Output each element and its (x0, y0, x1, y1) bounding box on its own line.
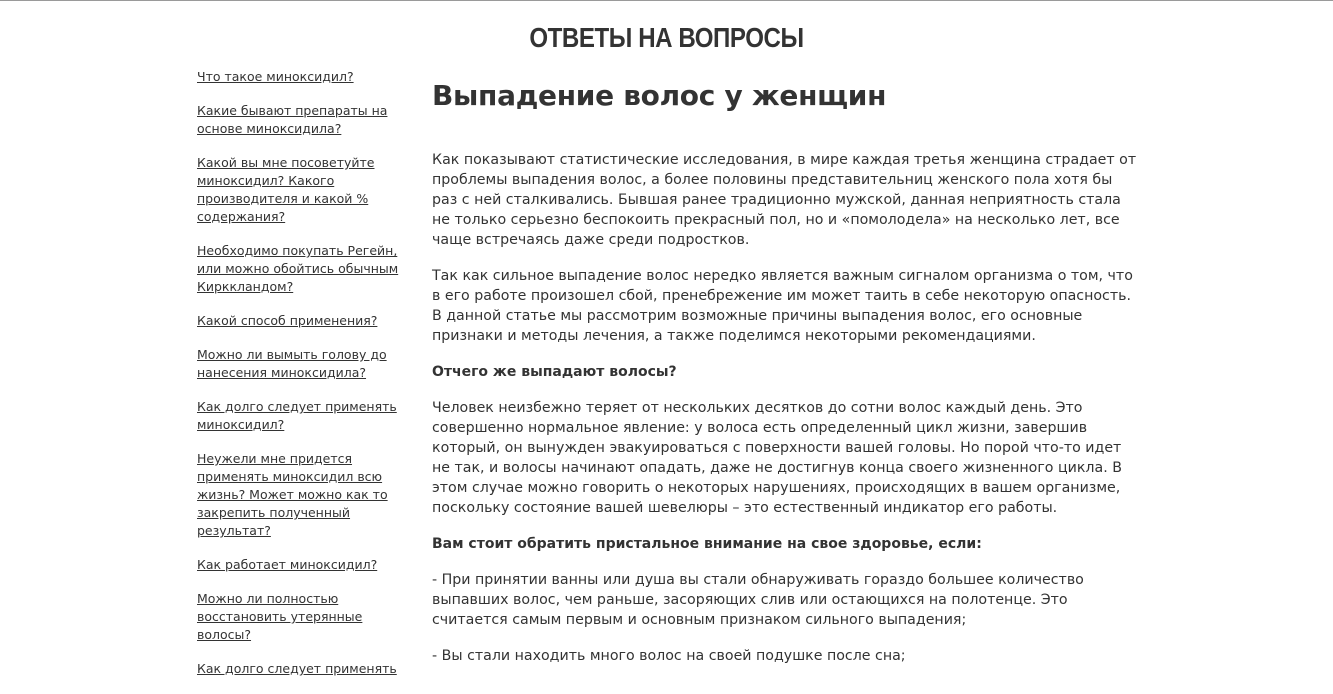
faq-link[interactable]: Какой способ применения? (197, 313, 378, 328)
top-border (0, 0, 1333, 1)
article (432, 76, 1142, 682)
list-item (197, 312, 417, 330)
faq-link[interactable]: Как работает миноксидил? (197, 557, 378, 572)
faq-link[interactable]: Неужели мне придется применять миноксидил всю жизнь? Может можно как то закрепить полученный результат? (197, 451, 388, 538)
faq-link[interactable]: Какой вы мне посоветуйте миноксидил? Какого производителя и какой % содержания? (197, 155, 375, 224)
faq-link[interactable]: Как долго следует применять миноксидил? (197, 399, 397, 432)
faq-link[interactable]: Что такое миноксидил? (197, 69, 354, 84)
article-subheading: Вам стоит обратить пристальное внимание на свое здоровье, если: (432, 536, 982, 552)
article-subheading: Отчего же выпадают волосы? (432, 364, 677, 380)
article-paragraph: Как показывают статистические исследования, в мире каждая третья женщина страдает от проблемы выпадения волос, а более половины представительниц женского пола хотя бы раз с ней сталкивались. Бывшая ранее традиционно мужской, данная неприятность стала не только серьезно беспокоить прекрасный пол, но и «помолодела» на несколько лет, все чаще встречаясь даже среди подростков. (432, 152, 1137, 248)
list-item (197, 102, 417, 138)
list-item (197, 242, 417, 296)
list-item (197, 68, 417, 86)
article-title: Выпадение волос у женщин (432, 79, 887, 112)
article-paragraph: - При принятии ванны или душа вы стали обнаруживать гораздо большее количество выпавших волос, чем раньше, засоряющих слив или остающихся на полотенце. Это считается самым первым и основным признаком сильного выпадения; (432, 572, 1084, 628)
article-paragraph: Так как сильное выпадение волос нередко является важным сигналом организма о том, что в его работе произошел сбой, пренебрежение им может таить в себе некоторую опасность. В данной статье мы рассмотрим возможные причины выпадения волос, его основные признаки и методы лечения, а также поделимся некоторыми рекомендациями. (432, 268, 1133, 344)
faq-link[interactable]: Можно ли вымыть голову до нанесения миноксидила? (197, 347, 387, 380)
list-item (197, 346, 417, 382)
faq-link-list (197, 68, 417, 678)
list-item (197, 660, 417, 678)
article-paragraph: Человек неизбежно теряет от нескольких десятков до сотни волос каждый день. Это совершенно нормальное явление: у волоса есть определенный цикл жизни, завершив который, он вынужден эвакуироваться с поверхности вашей головы. Но порой что-то идет не так, и волосы начинают опадать, даже не достигнув конца своего жизненного цикла. В этом случае можно говорить о некоторых нарушениях, происходящих в вашем организме, поскольку состояние вашей шевелюры – это естественный индикатор его работы. (432, 400, 1122, 516)
page-title: ОТВЕТЫ НА ВОПРОСЫ (529, 22, 804, 53)
list-item (197, 590, 417, 644)
list-item (197, 450, 417, 540)
list-item (197, 154, 417, 226)
list-item (197, 556, 417, 574)
faq-link[interactable]: Необходимо покупать Регейн, или можно обойтись обычным Кирккландом? (197, 243, 399, 294)
sidebar-faq-nav (197, 68, 417, 694)
faq-link[interactable]: Можно ли полностью восстановить утерянные волосы? (197, 591, 363, 642)
faq-link[interactable]: Какие бывают препараты на основе миноксидила? (197, 103, 388, 136)
faq-link[interactable]: Как долго следует применять (197, 661, 397, 676)
article-paragraph: - Вы стали находить много волос на своей подушке после сна; (432, 648, 906, 664)
list-item (197, 398, 417, 434)
